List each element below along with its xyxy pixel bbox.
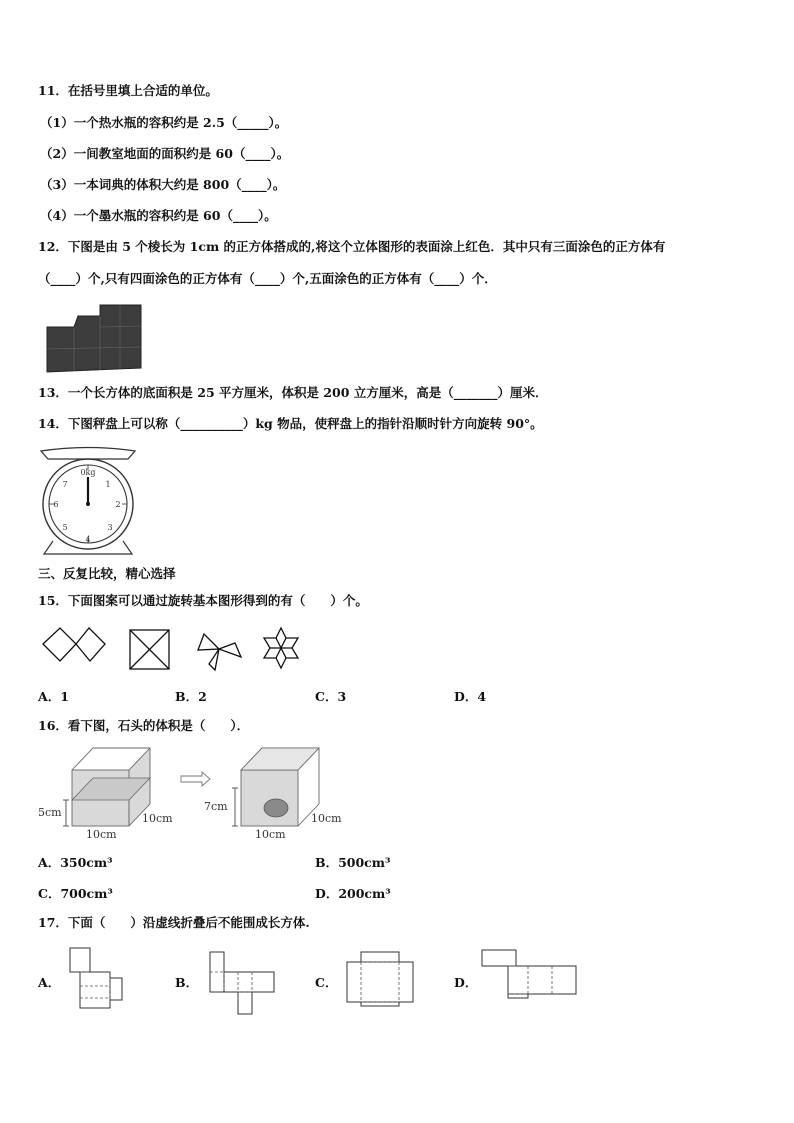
dial-number-3: 3	[107, 523, 113, 532]
dial-number-2: 2	[115, 500, 121, 509]
q17-option-d[interactable]: D．	[454, 975, 478, 990]
net-d	[480, 948, 580, 1000]
dial-number-1: 1	[105, 480, 111, 489]
q16-option-d[interactable]: D．200cm³	[315, 886, 391, 901]
q16-option-a[interactable]: A．350cm³	[38, 855, 113, 870]
q13-text: 13．一个长方体的底面积是 25 平方厘米，体积是 200 立方厘米，高是（_______）厘米．	[38, 385, 548, 400]
net-b	[208, 950, 276, 1016]
q17-text: 17．下面（ ）沿虚线折叠后不能围成长方体.	[38, 915, 310, 930]
q11-title: 11．在括号里填上合适的单位。	[38, 83, 218, 98]
q15-option-d[interactable]: D．4	[454, 689, 487, 704]
q11-item-1: （1）一个热水瓶的容积约是 2.5（_____）。	[40, 115, 288, 130]
dial-number-4: 4	[85, 535, 91, 544]
dial-number-6: 6	[53, 500, 59, 509]
q16-option-b[interactable]: B．500cm³	[315, 855, 391, 870]
q17-option-b[interactable]: B．	[175, 975, 199, 990]
container-after	[232, 748, 319, 826]
pattern-square-x	[130, 630, 169, 669]
q15-option-a[interactable]: A．1	[38, 689, 69, 704]
q17-option-c[interactable]: C．	[315, 975, 338, 990]
q17-option-a[interactable]: A．	[38, 975, 61, 990]
q12-line-2: （____）个,只有四面涂色的正方体有（____）个,五面涂色的正方体有（____）个．	[38, 271, 497, 286]
net-c	[345, 950, 417, 1008]
section-3-title: 三、反复比较，精心选择	[38, 566, 176, 581]
container2-height-label: 7cm	[204, 800, 228, 813]
scale-unit-label: 0kg	[80, 468, 96, 477]
cube-stack-figure	[44, 302, 144, 374]
pattern-butterfly	[43, 628, 105, 661]
q15-option-b[interactable]: B．2	[175, 689, 207, 704]
stone-icon	[264, 799, 288, 817]
container2-width-label: 10cm	[311, 812, 342, 825]
q16-containers-figure	[36, 744, 356, 840]
dial-number-5: 5	[62, 523, 68, 532]
container2-length-label: 10cm	[255, 828, 286, 840]
q11-item-2: （2）一间教室地面的面积约是 60（____）。	[40, 146, 290, 161]
dial-number-7: 7	[62, 480, 68, 489]
q16-text: 16．看下图，石头的体积是（ ）．	[38, 718, 250, 733]
container1-height-label: 5cm	[38, 806, 62, 819]
container-before	[63, 748, 150, 826]
pattern-pinwheel	[198, 634, 241, 670]
q15-text: 15．下面图案可以通过旋转基本图形得到的有（ ）个。	[38, 593, 368, 608]
q11-item-4: （4）一个墨水瓶的容积约是 60（____）。	[40, 208, 277, 223]
q16-option-c[interactable]: C．700cm³	[38, 886, 113, 901]
pattern-star	[264, 628, 298, 668]
q11-item-3: （3）一本词典的体积大约是 800（____）。	[40, 177, 286, 192]
q15-patterns	[40, 624, 310, 672]
q12-line-1: 12．下图是由 5 个棱长为 1cm 的正方体搭成的,将这个立体图形的表面涂上红色．其中只有三面涂色的正方体有	[38, 239, 666, 254]
right-arrow-icon	[181, 772, 210, 786]
net-a	[68, 946, 124, 1010]
container1-width-label: 10cm	[142, 812, 173, 825]
q15-option-c[interactable]: C．3	[315, 689, 347, 704]
q14-text: 14．下图秤盘上可以称（__________）kg 物品，使秤盘上的指针沿顺时针方向旋转 90°。	[38, 416, 543, 431]
container1-length-label: 10cm	[86, 828, 117, 840]
kitchen-scale-figure	[38, 446, 138, 558]
